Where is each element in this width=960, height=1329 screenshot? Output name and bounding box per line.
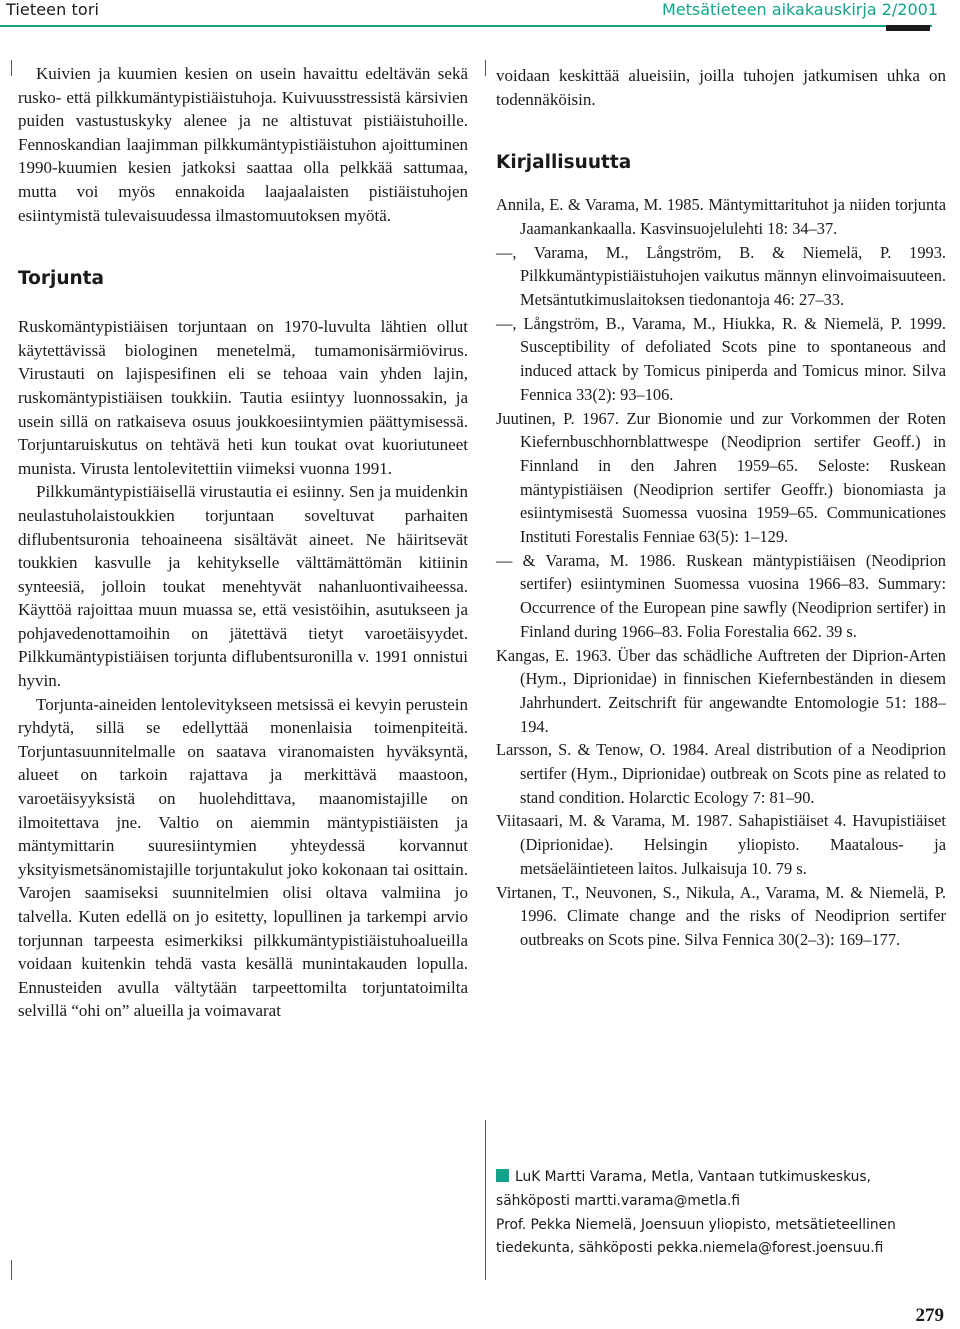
contact-line: tiedekunta, sähköposti pekka.niemela@forest.joensuu.fi: [496, 1240, 884, 1257]
section-heading-references: Kirjallisuutta: [496, 152, 632, 174]
header-corner-mark: [886, 25, 930, 31]
reference-item: —, Långström, B., Varama, M., Hiukka, R. & Niemelä, P. 1999. Susceptibility of defoliated Scots pine to spontaneous and induced attack by Tomicus piniperda and Tomicus minor. Silva Fennica 33(2): 93–106.: [496, 313, 946, 404]
reference-item: Kangas, E. 1963. Über das schädliche Auftreten der Diprion-Arten (Hym., Diprionidae) in finnischen Kiefernbeständen in diesem Jahrhundert. Zeitschrift für angewandte Entomologie 51: 188–194.: [496, 645, 946, 736]
reference-item: Larsson, S. & Tenow, O. 1984. Areal distribution of a Neodiprion sertifer (Hym., Diprionidae) outbreak on Scots pine as related to stand condition. Holarctic Ecology 7: 81–90.: [496, 740, 946, 807]
right-column: [496, 64, 946, 952]
left-column: [18, 62, 468, 1023]
reference-item: — & Varama, M. 1986. Ruskean mäntypistiäisen (Neodiprion sertifer) esiintyminen Suomessa vuosina 1966–83. Summary: Occurrence of the European pine sawfly (Neodiprion sertifer) in Finland during 1966–83. Folia Forestalia 662. 39 s.: [496, 550, 946, 641]
contact-line: sähköposti martti.varama@metla.fi: [496, 1192, 741, 1209]
intro-paragraph: Kuivien ja kuumien kesien on usein havaittu edeltävän sekä rusko- että pilkkumäntypistiäistuhoja. Kuivuusstressistä kärsivien puiden vastustuskyky alenee ja ne altistuvat pistiäistuhoille. Fennoskandian laajimman pilkkumäntypistiäistuhon ajoittuminen 1990-kuumien kesien jatkoksi saattaa olla pelkkää sattumaa, mutta voi myös ennakoida laajaalaisten pistiäistuhojen esiintymistä tulevaisuudessa ilmastomuutoksen myötä.: [18, 64, 468, 225]
contact-line: LuK Martti Varama, Metla, Vantaan tutkimuskeskus,: [515, 1169, 871, 1185]
reference-list: [496, 193, 946, 952]
body-paragraph: Pilkkumäntypistiäisellä virustautia ei esiinny. Sen ja muidenkin neulastuholaistoukkien torjuntaan soveltuvat parhaiten diflubentsuronia tehoaineena sisältävät aineet. Ne häiritsevät toukkien kasvulle ja kehitykselle välttämättömän kitiinin synteesiä, jolloin toukat menehtyvät nahanluontivaiheessa. Käyttöä rajoittaa muun muassa se, että vesistöihin, asutukseen ja pohjavedenottamoihin on jätettävä tietyt varoetäisyydet. Pilkkumäntypistiäisen torjunta diflubentsuronilla v. 1991 onnistui hyvin.: [18, 482, 468, 691]
column-rule-mid-bottom: [485, 1120, 486, 1280]
author-contact-block: [496, 1166, 946, 1261]
reference-item: Annila, E. & Varama, M. 1985. Mäntymittarituhot ja niiden torjunta Jaamankankaalla. Kasvinsuojelulehti 18: 34–37.: [496, 195, 946, 238]
reference-item: Juutinen, P. 1967. Zur Bionomie und zur Vorkommen der Roten Kiefernbuschhornblattwespe (Neodiprion sertifer Geoff.) in Finnland in den Jahren 1959–65. Seloste: Ruskean mäntypistiäisen (Neodiprion sertifer Geoffr.) bionomiasta ja esiintymisestä Suomessa vuosina 1959–65. Communicationes Instituti Forestalis Fenniae 63(5): 1–129.: [496, 408, 946, 547]
header-rule: [0, 25, 932, 27]
reference-item: Virtanen, T., Neuvonen, S., Nikula, A., Varama, M. & Niemelä, P. 1996. Climate change and the risks of Neodiprion sertifer outbreaks on Scots pine. Silva Fennica 30(2–3): 169–177.: [496, 882, 946, 949]
column-rule-left-top: [11, 60, 12, 76]
journal-title: Metsätieteen aikakauskirja 2/2001: [661, 0, 938, 19]
section-label: Tieteen tori: [6, 0, 100, 19]
page-number: 279: [915, 1305, 944, 1326]
column-rule-left-bottom: [11, 1260, 12, 1280]
green-square-marker: [496, 1169, 509, 1182]
reference-item: Viitasaari, M. & Varama, M. 1987. Sahapistiäiset 4. Havupistiäiset (Diprionidae). Helsingin yliopisto. Maatalous- ja metsäeläintieteen laitos. Julkaisuja 10. 79 s.: [496, 811, 946, 878]
column-rule-mid-top: [485, 60, 486, 76]
continued-paragraph: voidaan keskittää alueisiin, joilla tuhojen jatkumisen uhka on todennäköisin.: [496, 66, 946, 109]
reference-item: —, Varama, M., Långström, B. & Niemelä, P. 1993. Pilkkumäntypistiäistuhojen vaikutus männyn elinvoimaisuuteen. Metsäntutkimuslaitoksen tiedonantoja 46: 27–33.: [496, 242, 946, 309]
contact-line: Prof. Pekka Niemelä, Joensuun yliopisto, metsätieteellinen: [496, 1216, 896, 1233]
section-heading-torjunta: Torjunta: [18, 268, 105, 290]
body-paragraph: Torjunta-aineiden lentolevitykseen metsissä ei kevyin perustein ryhdytä, sillä se edellyttää monenlaisia toimenpiteitä. Torjuntasuunnitelmalle on saatava viranomaisten hyväksyntä, alueet on tarkoin rajattava ja merkittävä maastoon, varoetäisyyksistä on huolehdittava, maanomistajille on ilmoitettava jne. Valtio on aiemmin mäntypistiäisten ja mäntymittarin suuresiintymien yhteydessä korvannut yksityismetsänomistajille torjuntakulut joko kokonaan tai osittain. Varojen saamiseksi suunnitelmien olisi oltava valmiina jo talvella. Kuten edellä on jo esitetty, lopullinen ja tarkempi arvio torjunnan tarpeesta esimerkiksi pilkkumäntypistiäistuhoalueilla voidaan kuitenkin tehdä vasta kesällä munintakauden lopulla. Ennusteiden avulla vältytään tarpeettomilta torjuntatoimilta selvillä “ohi on” alueilla ja voimavarat: [18, 694, 468, 1021]
body-paragraph: Ruskomäntypistiäisen torjuntaan on 1970-luvulta lähtien ollut käytettävissä biologinen menetelmä, tumamonisärmiövirus. Virustauti on lajispesifinen eli se tehoaa vain yhden lajin, ruskomäntypistiäisen toukkiin. Tautia esiintyy luonnossakin, ja usein sillä on ratkaiseva osuus joukkoesiintymien päättymisessä. Torjuntaruiskutus on tehtävä heti kun toukat ovat kuoriutuneet munista. Virusta lentolevitettiin viimeksi vuonna 1991.: [18, 317, 468, 478]
